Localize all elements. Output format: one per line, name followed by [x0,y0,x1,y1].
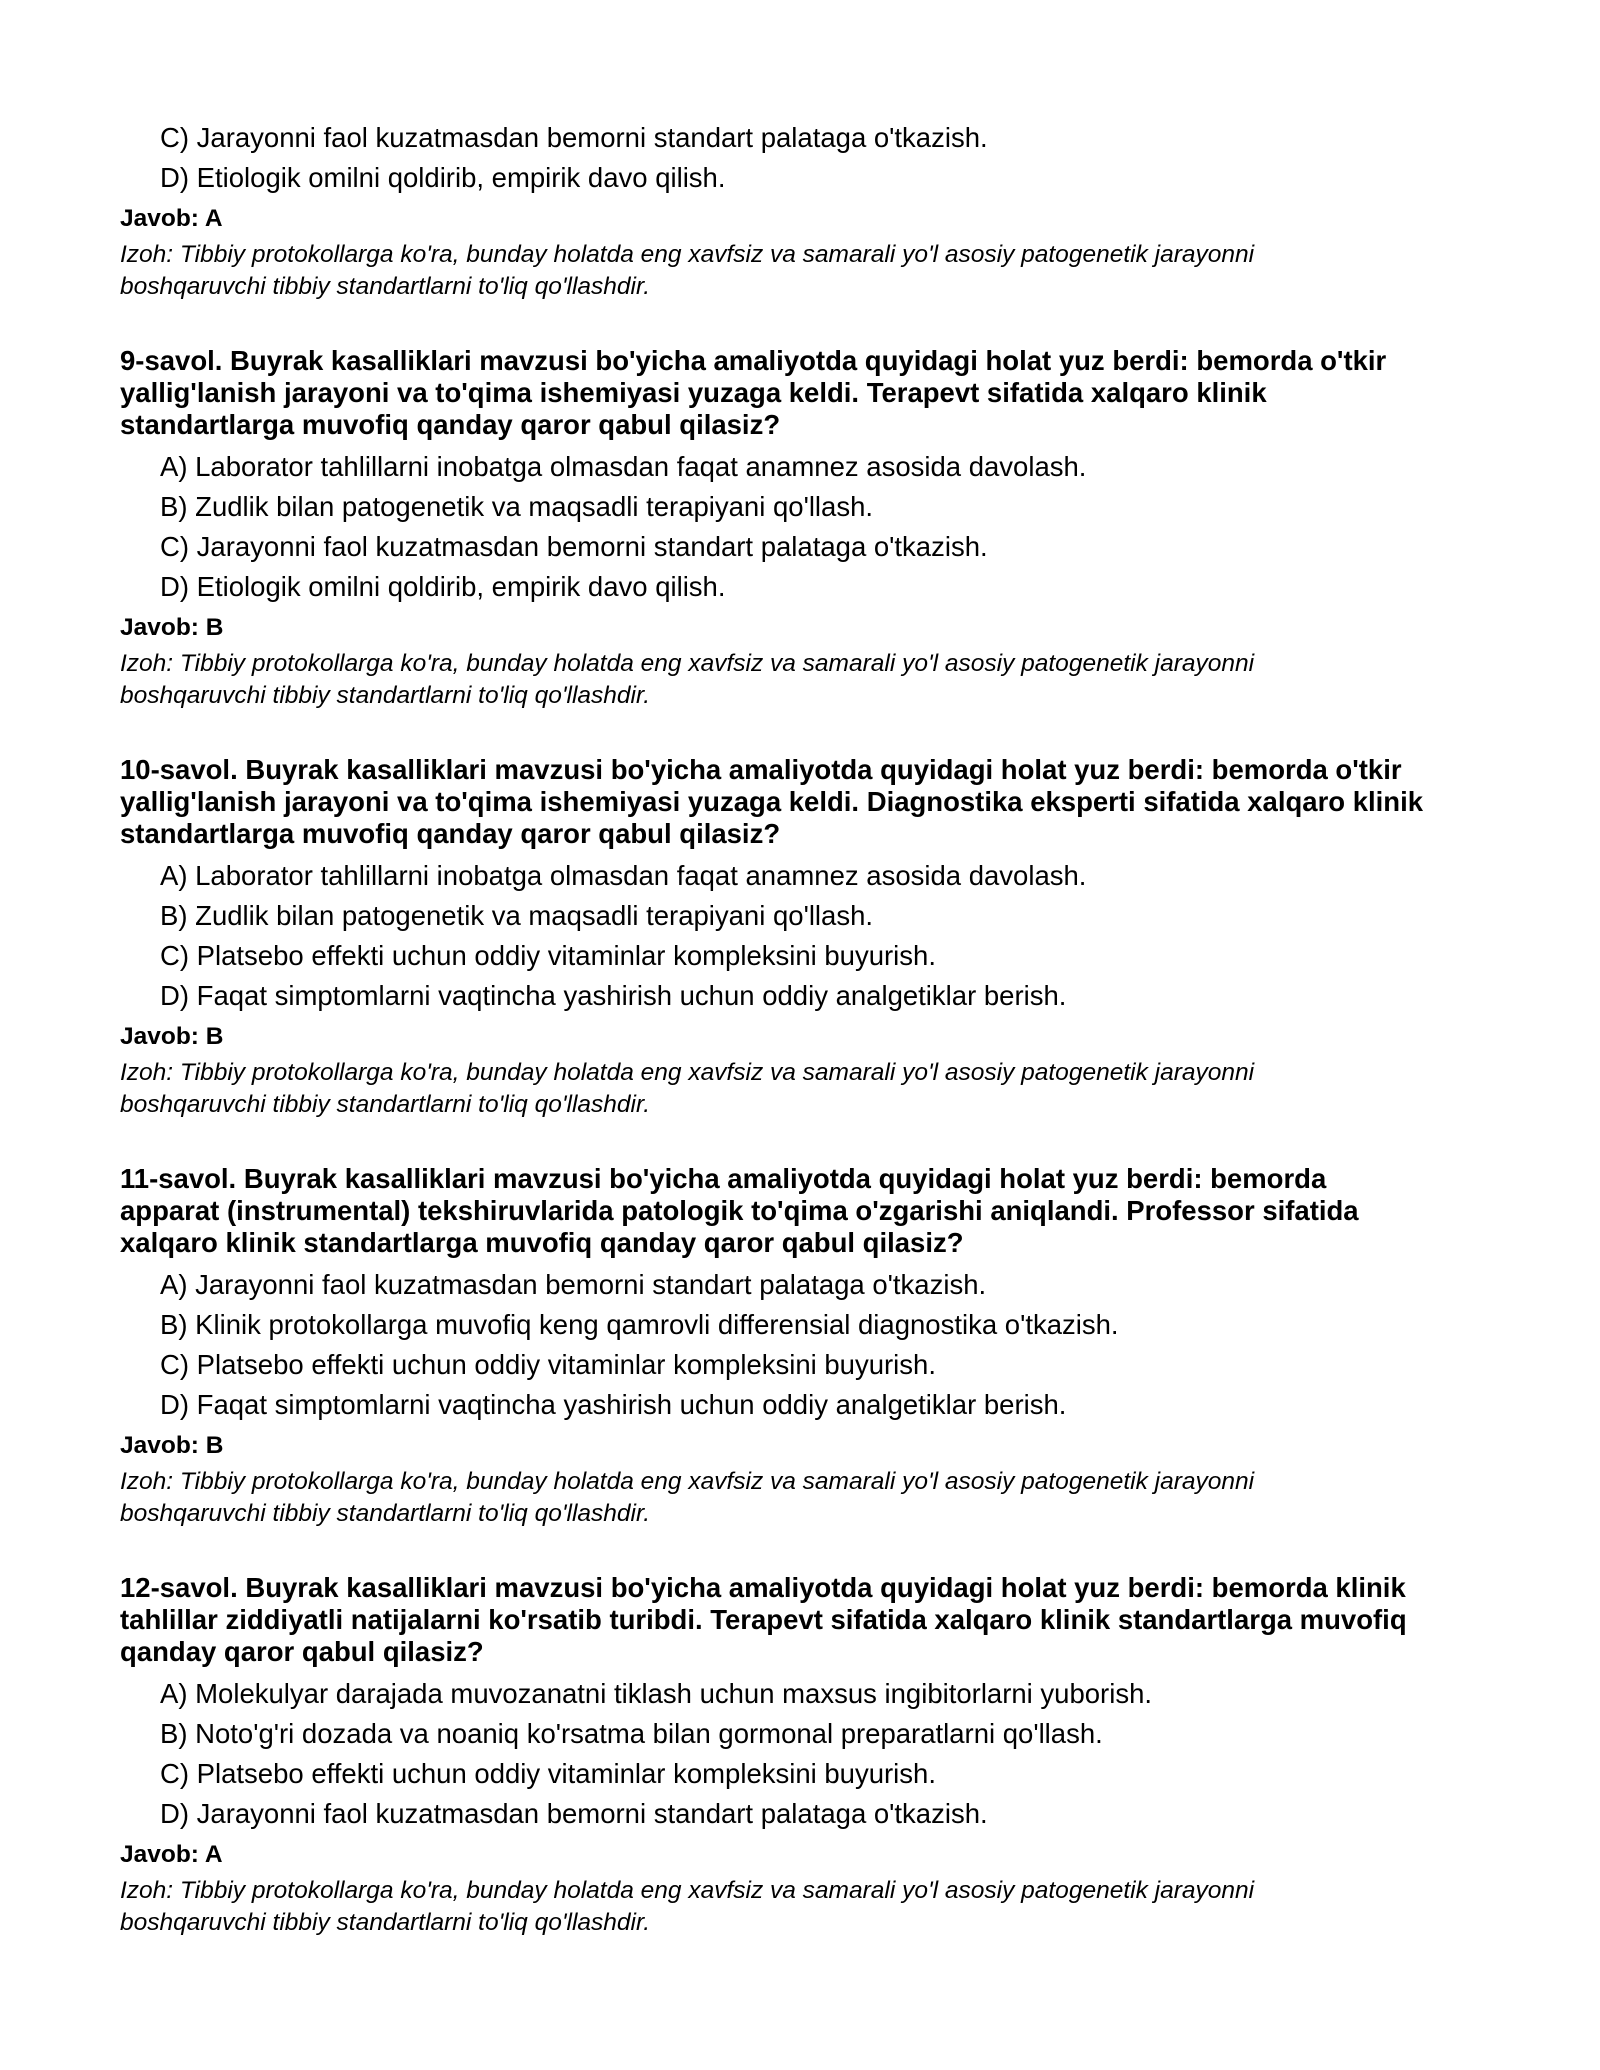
option-d: D) Faqat simptomlarni vaqtincha yashirish uchun oddiy analgetiklar berish. [160,980,1067,1011]
question-title [120,754,1500,850]
question-title [120,1572,1500,1668]
explanation-note [120,1875,1500,1939]
question-title-line: yallig'lanish jarayoni va to'qima ishemiyasi yuzaga keldi. Terapevt sifatida xalqaro klinik [120,377,1267,408]
option-d: D) Jarayonni faol kuzatmasdan bemorni standart palataga o'tkazish. [160,1798,988,1829]
option-a: A) Laborator tahlillarni inobatga olmasdan faqat anamnez asosida davolash. [160,860,1087,891]
question-title [120,1163,1500,1259]
option-d: D) Etiologik omilni qoldirib, empirik davo qilish. [160,571,726,602]
note-line: boshqaruvchi tibbiy standartlarni to'liq qo'llashdir. [120,1500,651,1527]
note-line: Izoh: Tibbiy protokollarga ko'ra, bunday holatda eng xavfsiz va samarali yo'l asosiy patogenetik jarayonni [120,1877,1255,1904]
question-title-line: tahlillar ziddiyatli natijalarni ko'rsatib turibdi. Terapevt sifatida xalqaro klinik standartlarga muvofiq [120,1604,1407,1635]
question-title-line: 11-savol. Buyrak kasalliklari mavzusi bo'yicha amaliyotda quyidagi holat yuz berdi: bemorda [120,1163,1327,1194]
question-8-tail [120,118,1500,303]
option-a: A) Molekulyar darajada muvozanatni tiklash uchun maxsus ingibitorlarni yuborish. [160,1678,1153,1709]
answer-label: Javob: A [120,1841,223,1868]
option-c: C) Jarayonni faol kuzatmasdan bemorni standart palataga o'tkazish. [160,122,988,153]
explanation-note [120,1057,1500,1121]
question-title-line: yallig'lanish jarayoni va to'qima ishemiyasi yuzaga keldi. Diagnostika eksperti sifatida xalqaro klinik [120,786,1424,817]
note-line: boshqaruvchi tibbiy standartlarni to'liq qo'llashdir. [120,1091,651,1118]
explanation-note [120,239,1500,303]
question-title-line: standartlarga muvofiq qanday qaror qabul qilasiz? [120,409,781,440]
question-title-line: 12-savol. Buyrak kasalliklari mavzusi bo'yicha amaliyotda quyidagi holat yuz berdi: bemorda klinik [120,1572,1406,1603]
option-c: C) Jarayonni faol kuzatmasdan bemorni standart palataga o'tkazish. [160,531,988,562]
answer-label: Javob: B [120,1023,224,1050]
answer-label: Javob: B [120,614,224,641]
note-line: boshqaruvchi tibbiy standartlarni to'liq qo'llashdir. [120,682,651,709]
question-title-line: apparat (instrumental) tekshiruvlarida patologik to'qima o'zgarishi aniqlandi. Professor sifatida [120,1195,1359,1226]
question-11 [120,1163,1500,1530]
option-b: B) Zudlik bilan patogenetik va maqsadli terapiyani qo'llash. [160,491,874,522]
option-d: D) Etiologik omilni qoldirib, empirik davo qilish. [160,162,726,193]
answer-label: Javob: A [120,205,223,232]
option-d: D) Faqat simptomlarni vaqtincha yashirish uchun oddiy analgetiklar berish. [160,1389,1067,1420]
option-b: B) Klinik protokollarga muvofiq keng qamrovli differensial diagnostika o'tkazish. [160,1309,1119,1340]
note-line: Izoh: Tibbiy protokollarga ko'ra, bunday holatda eng xavfsiz va samarali yo'l asosiy patogenetik jarayonni [120,1059,1255,1086]
note-line: Izoh: Tibbiy protokollarga ko'ra, bunday holatda eng xavfsiz va samarali yo'l asosiy patogenetik jarayonni [120,1468,1255,1495]
note-line: Izoh: Tibbiy protokollarga ko'ra, bunday holatda eng xavfsiz va samarali yo'l asosiy patogenetik jarayonni [120,650,1255,677]
option-a: A) Laborator tahlillarni inobatga olmasdan faqat anamnez asosida davolash. [160,451,1087,482]
question-title-line: xalqaro klinik standartlarga muvofiq qanday qaror qabul qilasiz? [120,1227,964,1258]
question-title-line: standartlarga muvofiq qanday qaror qabul qilasiz? [120,818,781,849]
explanation-note [120,1466,1500,1530]
answer-label: Javob: B [120,1432,224,1459]
explanation-note [120,648,1500,712]
question-title-line: 10-savol. Buyrak kasalliklari mavzusi bo'yicha amaliyotda quyidagi holat yuz berdi: bemorda o'tkir [120,754,1402,785]
note-line: boshqaruvchi tibbiy standartlarni to'liq qo'llashdir. [120,1909,651,1936]
question-title-line: 9-savol. Buyrak kasalliklari mavzusi bo'yicha amaliyotda quyidagi holat yuz berdi: bemorda o'tkir [120,345,1387,376]
option-c: C) Platsebo effekti uchun oddiy vitaminlar kompleksini buyurish. [160,1349,936,1380]
option-c: C) Platsebo effekti uchun oddiy vitaminlar kompleksini buyurish. [160,1758,936,1789]
option-b: B) Noto'g'ri dozada va noaniq ko'rsatma bilan gormonal preparatlarni qo'llash. [160,1718,1103,1749]
option-b: B) Zudlik bilan patogenetik va maqsadli terapiyani qo'llash. [160,900,874,931]
question-title-line: qanday qaror qabul qilasiz? [120,1636,484,1667]
option-a: A) Jarayonni faol kuzatmasdan bemorni standart palataga o'tkazish. [160,1269,987,1300]
note-line: Izoh: Tibbiy protokollarga ko'ra, bunday holatda eng xavfsiz va samarali yo'l asosiy patogenetik jarayonni [120,241,1255,268]
question-9 [120,345,1500,712]
note-line: boshqaruvchi tibbiy standartlarni to'liq qo'llashdir. [120,273,651,300]
question-title [120,345,1500,441]
question-12 [120,1572,1500,1939]
option-c: C) Platsebo effekti uchun oddiy vitaminlar kompleksini buyurish. [160,940,936,971]
question-10 [120,754,1500,1121]
